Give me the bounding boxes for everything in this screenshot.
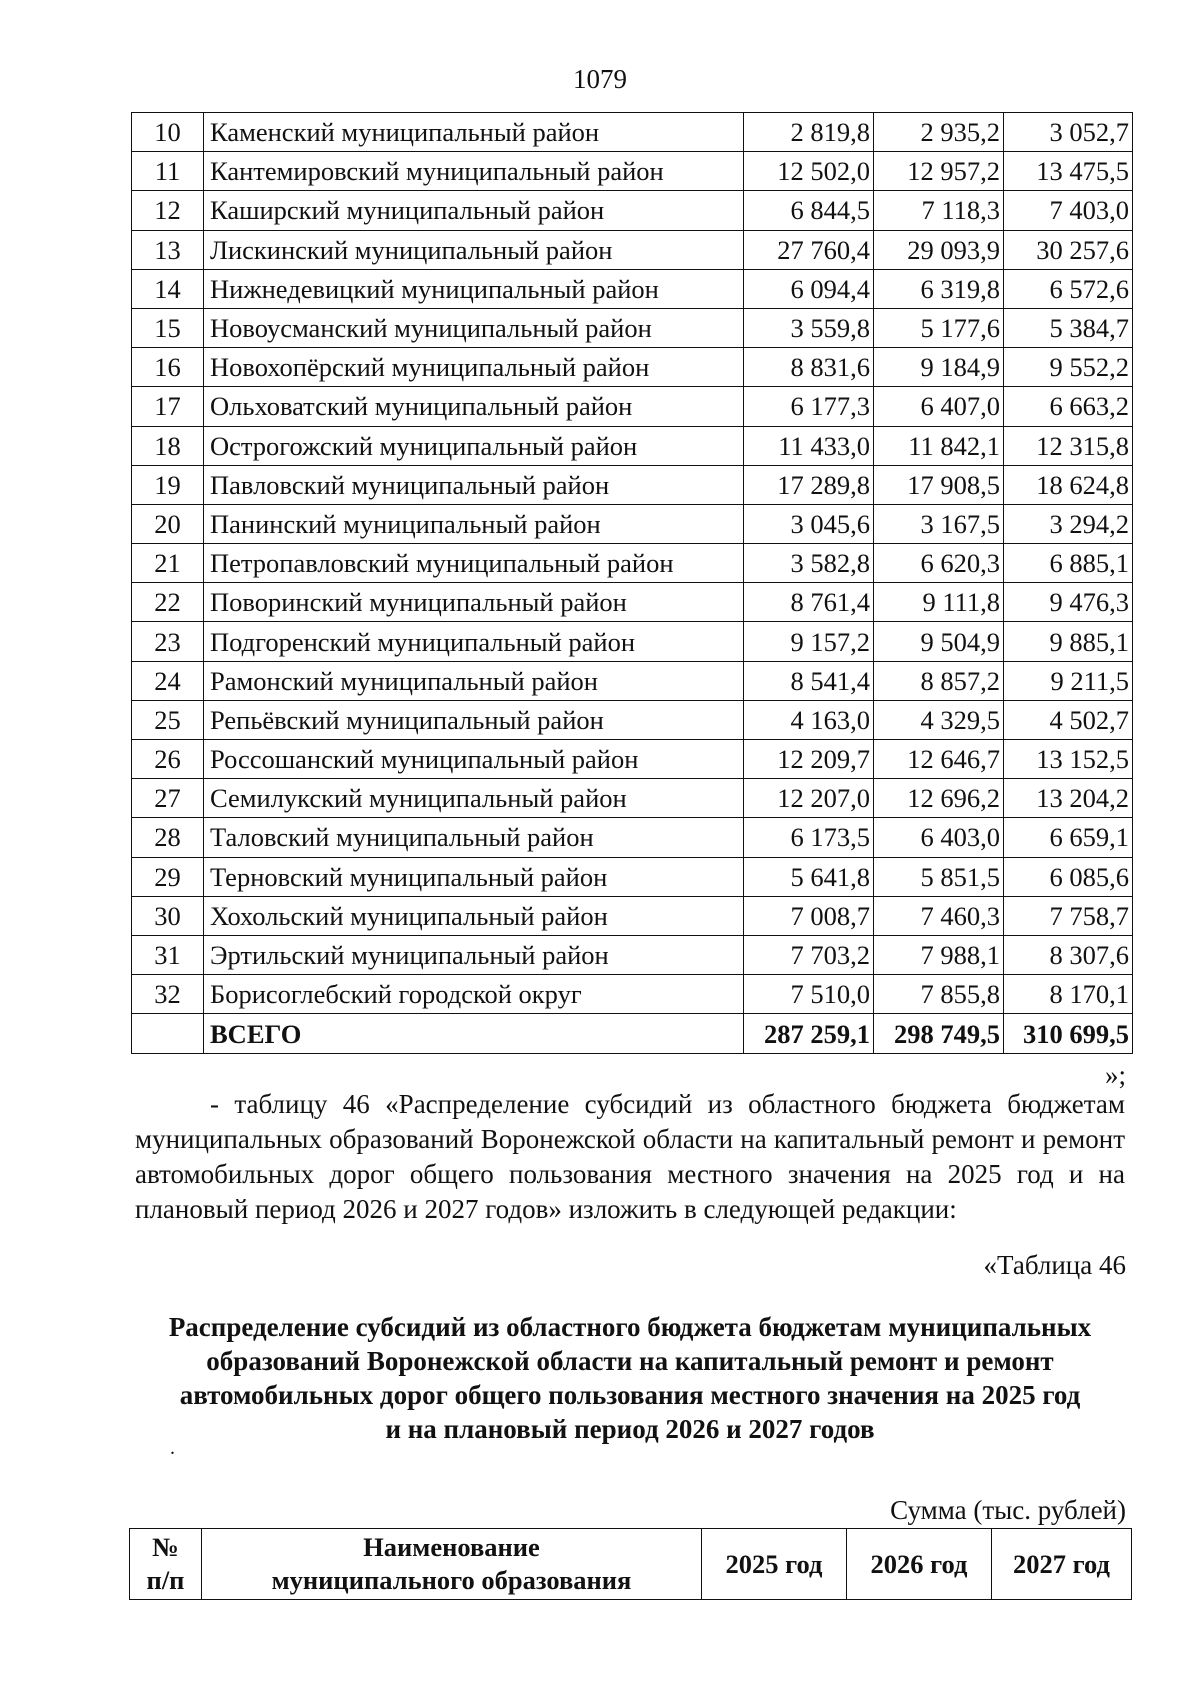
stray-dot: .	[170, 1437, 175, 1459]
value-2027: 3 052,7	[1004, 113, 1133, 152]
municipality-name: Рамонский муниципальный район	[204, 661, 744, 700]
municipality-name: Таловский муниципальный район	[204, 818, 744, 857]
table-row	[132, 622, 1133, 661]
row-number: 15	[132, 308, 204, 347]
municipality-name: Кантемировский муниципальный район	[204, 152, 744, 191]
table-row	[132, 935, 1133, 974]
column-header-2027: 2027 год	[992, 1529, 1132, 1600]
value-2026: 5 177,6	[874, 308, 1004, 347]
value-2026: 12 646,7	[874, 740, 1004, 779]
value-2027: 13 152,5	[1004, 740, 1133, 779]
value-2025: 17 289,8	[744, 465, 874, 504]
value-2026: 17 908,5	[874, 465, 1004, 504]
value-2027: 13 475,5	[1004, 152, 1133, 191]
total-value-2027: 310 699,5	[1004, 1014, 1133, 1054]
value-2027: 6 659,1	[1004, 818, 1133, 857]
total-value-2025: 287 259,1	[744, 1014, 874, 1054]
row-number: 20	[132, 504, 204, 543]
value-2025: 27 760,4	[744, 230, 874, 269]
value-2026: 12 696,2	[874, 779, 1004, 818]
value-2026: 2 935,2	[874, 113, 1004, 152]
value-2026: 5 851,5	[874, 857, 1004, 896]
municipality-name: Репьёвский муниципальный район	[204, 700, 744, 739]
value-2025: 2 819,8	[744, 113, 874, 152]
value-2025: 8 761,4	[744, 583, 874, 622]
value-2026: 4 329,5	[874, 700, 1004, 739]
municipality-name: Каширский муниципальный район	[204, 191, 744, 230]
header-text: Наименование	[363, 1532, 540, 1562]
value-2027: 8 170,1	[1004, 975, 1133, 1014]
units-label: Сумма (тыс. рублей)	[890, 1495, 1126, 1525]
table-row	[132, 230, 1133, 269]
municipality-name: Борисоглебский городской округ	[204, 975, 744, 1014]
value-2027: 7 758,7	[1004, 896, 1133, 935]
row-number: 19	[132, 465, 204, 504]
value-2027: 9 885,1	[1004, 622, 1133, 661]
value-2026: 9 504,9	[874, 622, 1004, 661]
value-2026: 9 111,8	[874, 583, 1004, 622]
table-row	[132, 387, 1133, 426]
subsidies-table-continuation	[131, 112, 1133, 1054]
table-row	[132, 465, 1133, 504]
row-number: 29	[132, 857, 204, 896]
row-number: 23	[132, 622, 204, 661]
row-number: 17	[132, 387, 204, 426]
municipality-name: Новоусманский муниципальный район	[204, 308, 744, 347]
column-header-number	[130, 1529, 202, 1600]
value-2025: 6 094,4	[744, 269, 874, 308]
header-text: муниципального образования	[271, 1565, 632, 1595]
municipality-name: Хохольский муниципальный район	[204, 896, 744, 935]
column-header-2025: 2025 год	[702, 1529, 847, 1600]
row-number: 31	[132, 935, 204, 974]
value-2027: 30 257,6	[1004, 230, 1133, 269]
municipality-name: Панинский муниципальный район	[204, 504, 744, 543]
row-number: 22	[132, 583, 204, 622]
header-row	[130, 1529, 1132, 1600]
heading-line: Распределение субсидий из областного бюджета бюджетам муниципальных	[168, 1312, 1092, 1342]
value-2026: 7 855,8	[874, 975, 1004, 1014]
header-text: №	[152, 1532, 179, 1562]
closing-quote: »;	[1104, 1060, 1126, 1090]
value-2026: 7 460,3	[874, 896, 1004, 935]
table-row	[132, 661, 1133, 700]
heading-line: автомобильных дорог общего пользования местного значения на 2025 год	[179, 1380, 1081, 1410]
column-header-name	[202, 1529, 702, 1600]
value-2025: 5 641,8	[744, 857, 874, 896]
value-2025: 12 207,0	[744, 779, 874, 818]
value-2025: 11 433,0	[744, 426, 874, 465]
value-2026: 12 957,2	[874, 152, 1004, 191]
table-row	[132, 269, 1133, 308]
municipality-name: Россошанский муниципальный район	[204, 740, 744, 779]
value-2027: 9 552,2	[1004, 348, 1133, 387]
value-2026: 7 118,3	[874, 191, 1004, 230]
municipality-name: Острогожский муниципальный район	[204, 426, 744, 465]
row-number: 14	[132, 269, 204, 308]
value-2025: 6 173,5	[744, 818, 874, 857]
table-row	[132, 583, 1133, 622]
column-header-2026: 2026 год	[847, 1529, 992, 1600]
value-2027: 6 663,2	[1004, 387, 1133, 426]
value-2027: 18 624,8	[1004, 465, 1133, 504]
value-2025: 4 163,0	[744, 700, 874, 739]
row-number: 28	[132, 818, 204, 857]
total-value-2026: 298 749,5	[874, 1014, 1004, 1054]
municipality-name: Подгоренский муниципальный район	[204, 622, 744, 661]
value-2027: 6 885,1	[1004, 544, 1133, 583]
value-2027: 9 211,5	[1004, 661, 1133, 700]
value-2027: 5 384,7	[1004, 308, 1133, 347]
table-row	[132, 348, 1133, 387]
value-2026: 9 184,9	[874, 348, 1004, 387]
table-row	[132, 191, 1133, 230]
table-row	[132, 152, 1133, 191]
municipality-name: Поворинский муниципальный район	[204, 583, 744, 622]
value-2027: 13 204,2	[1004, 779, 1133, 818]
value-2025: 8 831,6	[744, 348, 874, 387]
table-row	[132, 818, 1133, 857]
municipality-name: Павловский муниципальный район	[204, 465, 744, 504]
table-row	[132, 779, 1133, 818]
table-row	[132, 426, 1133, 465]
page-number: 1079	[573, 64, 627, 94]
value-2026: 6 620,3	[874, 544, 1004, 583]
table-row	[132, 308, 1133, 347]
table-row	[132, 740, 1133, 779]
value-2026: 3 167,5	[874, 504, 1004, 543]
value-2026: 7 988,1	[874, 935, 1004, 974]
row-number: 32	[132, 975, 204, 1014]
value-2027: 4 502,7	[1004, 700, 1133, 739]
row-number: 27	[132, 779, 204, 818]
row-number: 30	[132, 896, 204, 935]
value-2025: 12 209,7	[744, 740, 874, 779]
row-number: 24	[132, 661, 204, 700]
value-2026: 8 857,2	[874, 661, 1004, 700]
municipality-name: Каменский муниципальный район	[204, 113, 744, 152]
value-2025: 6 844,5	[744, 191, 874, 230]
municipality-name: Эртильский муниципальный район	[204, 935, 744, 974]
value-2025: 9 157,2	[744, 622, 874, 661]
municipality-name: Лискинский муниципальный район	[204, 230, 744, 269]
table-row	[132, 113, 1133, 152]
table-row	[132, 857, 1133, 896]
value-2026: 6 319,8	[874, 269, 1004, 308]
row-number: 26	[132, 740, 204, 779]
value-2027: 7 403,0	[1004, 191, 1133, 230]
header-text: п/п	[146, 1565, 185, 1595]
row-number: 21	[132, 544, 204, 583]
value-2025: 8 541,4	[744, 661, 874, 700]
row-number: 11	[132, 152, 204, 191]
value-2027: 12 315,8	[1004, 426, 1133, 465]
value-2027: 6 085,6	[1004, 857, 1133, 896]
municipality-name: Нижнедевицкий муниципальный район	[204, 269, 744, 308]
total-row	[132, 1014, 1133, 1054]
value-2025: 3 559,8	[744, 308, 874, 347]
table-heading	[135, 1310, 1125, 1446]
heading-line: образований Воронежской области на капитальный ремонт и ремонт	[206, 1346, 1054, 1376]
value-2025: 12 502,0	[744, 152, 874, 191]
value-2026: 29 093,9	[874, 230, 1004, 269]
subsidies-table-header	[129, 1528, 1132, 1600]
total-row-number	[132, 1014, 204, 1054]
table-row	[132, 975, 1133, 1014]
value-2027: 8 307,6	[1004, 935, 1133, 974]
municipality-name: Новохопёрский муниципальный район	[204, 348, 744, 387]
table-label: «Таблица 46	[983, 1250, 1126, 1280]
value-2025: 7 703,2	[744, 935, 874, 974]
value-2025: 6 177,3	[744, 387, 874, 426]
value-2027: 6 572,6	[1004, 269, 1133, 308]
value-2027: 9 476,3	[1004, 583, 1133, 622]
row-number: 13	[132, 230, 204, 269]
value-2025: 7 008,7	[744, 896, 874, 935]
heading-line: и на плановый период 2026 и 2027 годов	[385, 1414, 875, 1444]
municipality-name: Семилукский муниципальный район	[204, 779, 744, 818]
municipality-name: Ольховатский муниципальный район	[204, 387, 744, 426]
value-2027: 3 294,2	[1004, 504, 1133, 543]
amendment-paragraph: - таблицу 46 «Распределение субсидий из областного бюджета бюджетам муниципальных образований Воронежской области на капитальный ремонт и ремонт автомобильных дорог общего пользования местного значения на 2025 год и на плановый период 2026 и 2027 годов» изложить в следующей редакции:	[135, 1089, 1125, 1224]
value-2025: 3 582,8	[744, 544, 874, 583]
value-2025: 3 045,6	[744, 504, 874, 543]
table-row	[132, 700, 1133, 739]
value-2026: 11 842,1	[874, 426, 1004, 465]
table-row	[132, 896, 1133, 935]
row-number: 16	[132, 348, 204, 387]
row-number: 10	[132, 113, 204, 152]
table-row	[132, 544, 1133, 583]
row-number: 18	[132, 426, 204, 465]
value-2026: 6 403,0	[874, 818, 1004, 857]
table-body	[132, 113, 1133, 1054]
municipality-name: Петропавловский муниципальный район	[204, 544, 744, 583]
municipality-name: Терновский муниципальный район	[204, 857, 744, 896]
row-number: 25	[132, 700, 204, 739]
total-municipality-name: ВСЕГО	[204, 1014, 744, 1054]
value-2025: 7 510,0	[744, 975, 874, 1014]
row-number: 12	[132, 191, 204, 230]
value-2026: 6 407,0	[874, 387, 1004, 426]
table-row	[132, 504, 1133, 543]
